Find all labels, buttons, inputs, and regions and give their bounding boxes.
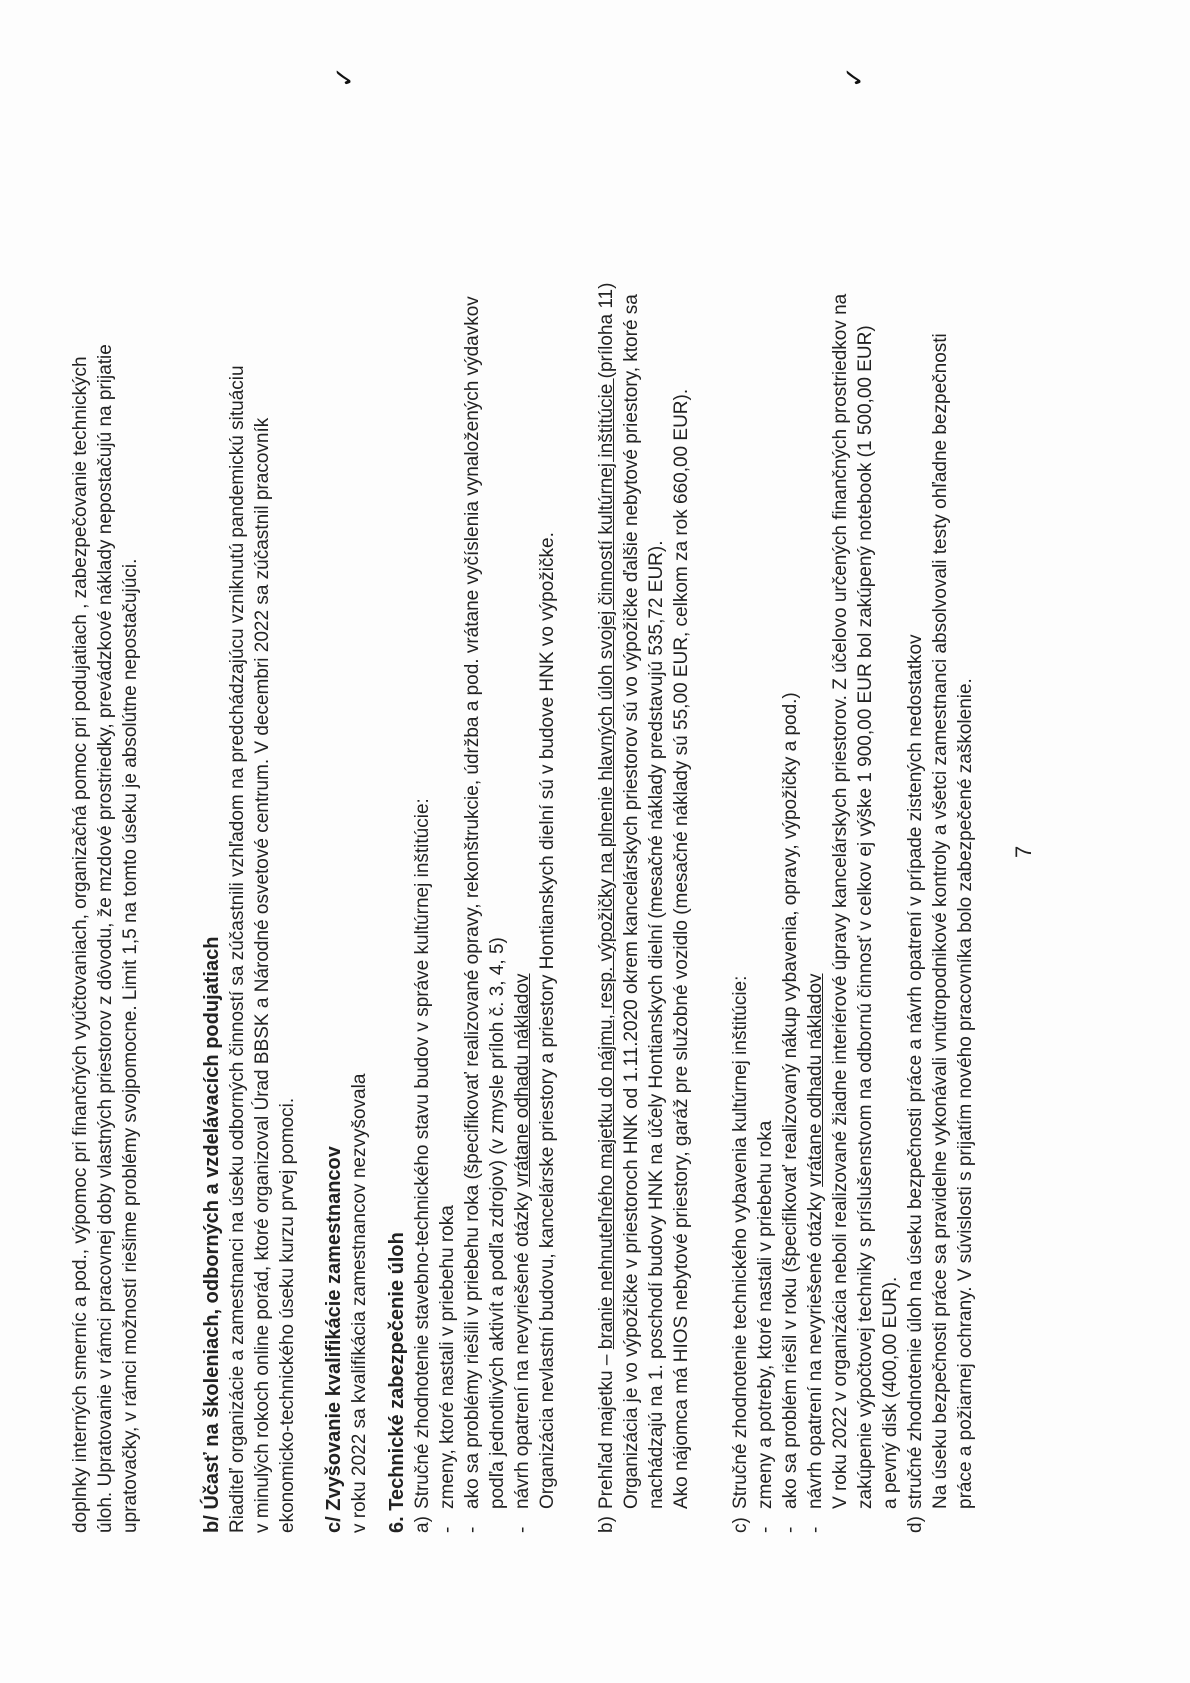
section-6a-item-3-underlined: vrátane odhadu nákladov	[512, 973, 533, 1187]
section-6c-para-line-3: a pevný disk (400,00 EUR).	[880, 1276, 901, 1509]
section-b	[200, 83, 300, 1533]
section-6c-para-line-1: V roku 2022 v organizácia neboli realizované žiadne interiérové úpravy kancelárskych priestorov. Z účelovo určených finančných prostriedkov na	[830, 293, 851, 1509]
section-6d-marker: d)	[905, 1516, 926, 1533]
section-c-heading: c/ Zvyšovanie kvalifikácie zamestnancov	[323, 1146, 345, 1533]
page-number: 7	[1011, 845, 1036, 858]
section-6a-marker: a)	[412, 1516, 433, 1533]
section-6c-item-3-underlined: vrátane odhadu nákladov	[805, 973, 826, 1187]
section-6c-para-line-2: zakúpenie výpočtovej techniky s príslušenstvom na odbornú činnosť v celkov ej výške 1 900,00 EUR bol zakúpený notebook (1 500,00 EUR)	[855, 325, 876, 1509]
intro-paragraph	[68, 83, 143, 1533]
section-b-line-3: ekonomicko-technického úseku kurzu prvej pomoci.	[277, 1097, 298, 1533]
bullet-marker: -	[462, 1526, 483, 1533]
section-6b-line1-post: (príloha 11)	[596, 282, 617, 379]
section-6d	[903, 83, 978, 1533]
section-6c	[728, 83, 903, 1533]
section-b-line-2: v minulých rokoch online porád, ktoré organizoval Úrad BBSK a Národné osvetové centrum. V decembri 2022 sa zúčastnil pracovník	[252, 417, 273, 1533]
section-b-line-1: Riaditeľ organizácie a zamestnanci na úseku odborných činností sa zúčastnili vzhľadom na predchádzajúcu vzniknutú pandemickú situáciu	[227, 365, 248, 1533]
section-6c-item-2: ako sa problém riešil v roku (špecifikovať realizovaný nákup vybavenia, opravy, výpožičky a pod.)	[780, 692, 801, 1509]
section-b-heading: b/ Účasť na školeniach, odborných a vzdelávacích podujatiach	[201, 936, 223, 1533]
section-6-heading: 6. Technické zabezpečenie úloh	[386, 1232, 408, 1533]
section-6a-item-1: zmeny, ktoré nastali v priebehu roka	[437, 1205, 458, 1509]
section-c-line: v roku 2022 sa kvalifikácia zamestnancov nezvyšovala	[349, 1073, 370, 1533]
intro-line-3: upratovačky, v rámci možností riešime problémy svojpomocne. Limit 1,5 na tomto úseku je absolútne nepostačujúci.	[120, 558, 141, 1533]
bullet-marker: -	[437, 1526, 458, 1533]
bullet-marker: -	[755, 1526, 776, 1533]
section-6b-line1-underlined: branie nehnuteľného majetku do nájmu, resp. výpožičky na plnenie hlavných úloh svojej činností kultúrnej inštitúcie	[596, 378, 617, 1350]
section-6b-line-3: nachádzajú na 1. poschodí budovy HNK na účely Hontianskych dielní (mesačné náklady predstavujú 535,72 EUR).	[646, 540, 667, 1509]
section-c	[322, 83, 372, 1533]
section-6c-marker: c)	[730, 1517, 751, 1533]
section-6a-extra: Organizácia nevlastní budovu, kancelárske priestory a priestory Hontianskych dielní sú v budove HNK vo výpožičke.	[537, 532, 558, 1509]
section-6d-title: stručné zhodnotenie úloh na úseku bezpečnosti práce a návrh opatrení v prípade zistených nedostatkov	[905, 634, 926, 1509]
section-6c-item-3-text: návrh opatrení na nevyriešené otázky	[805, 1186, 826, 1509]
section-6c-title: Stručné zhodnotenie technického vybavenia kultúrnej inštitúcie:	[730, 975, 751, 1509]
section-6b-line1-pre: Prehľad majetku –	[596, 1349, 617, 1509]
check-mark-icon: ✓	[329, 66, 359, 88]
section-6b-marker: b)	[596, 1516, 617, 1533]
section-6b-line-2: Organizácia je vo výpožičke v priestoroch HNK od 1.11.2020 okrem kancelárskych priestorov sú vo výpožičke ďalšie nebytové priestory, ktoré sa	[621, 294, 642, 1509]
intro-line-2: úloh. Upratovanie v rámci pracovnej doby vlastných priestorov z dôvodu, že mzdové prostriedky, prevádzkové náklady nepostačujú na prijatie	[95, 344, 116, 1533]
bullet-marker: -	[512, 1526, 533, 1533]
bullet-marker: -	[805, 1526, 826, 1533]
section-6	[385, 83, 978, 1533]
section-6b-line-4: Ako nájomca má HIOS nebytové priestory, garáž pre služobné vozidlo (mesačné náklady sú 55,00 EUR, celkom za rok 660,00 EUR).	[671, 388, 692, 1509]
section-6d-line-2: práce a požiarnej ochrany. V súvislosti s prijatím nového pracovníka bolo zabezpečené zaškolenie.	[955, 678, 976, 1509]
section-6c-item-1: zmeny a potreby, ktoré nastali v priebehu roka	[755, 1120, 776, 1509]
check-mark-icon: ✓	[839, 66, 869, 88]
intro-line-1: doplnky interných smerníc a pod., výpomoc pri finančných vyúčtovaniach, organizačná pomoc pri podujatiach , zabezpečovanie technických	[70, 356, 91, 1533]
section-6d-line-1: Na úseku bezpečnosti práce sa pravidelne vykonávali vnútropodnikové kontroly a všetci zamestnanci absolvovali testy ohľadne bezpečnosti	[930, 333, 951, 1509]
section-6a-item-2-line-1: ako sa problémy riešili v priebehu roka (špecifikovať realizované opravy, rekonštrukcie, údržba a pod. vrátane vyčíslenia vynaložených výdavkov	[462, 296, 483, 1509]
section-6a	[410, 83, 560, 1533]
bullet-marker: -	[780, 1526, 801, 1533]
section-6a-title: Stručné zhodnotenie stavebno-technického stavu budov v správe kultúrnej inštitúcie:	[412, 798, 433, 1509]
section-6b	[594, 83, 694, 1533]
section-6a-item-2-line-2: podľa jednotlivých aktivít a podľa zdrojov) (v zmysle príloh č. 3, 4, 5)	[487, 937, 508, 1509]
section-6a-item-3-text: návrh opatrení na nevyriešené otázky	[512, 1186, 533, 1509]
